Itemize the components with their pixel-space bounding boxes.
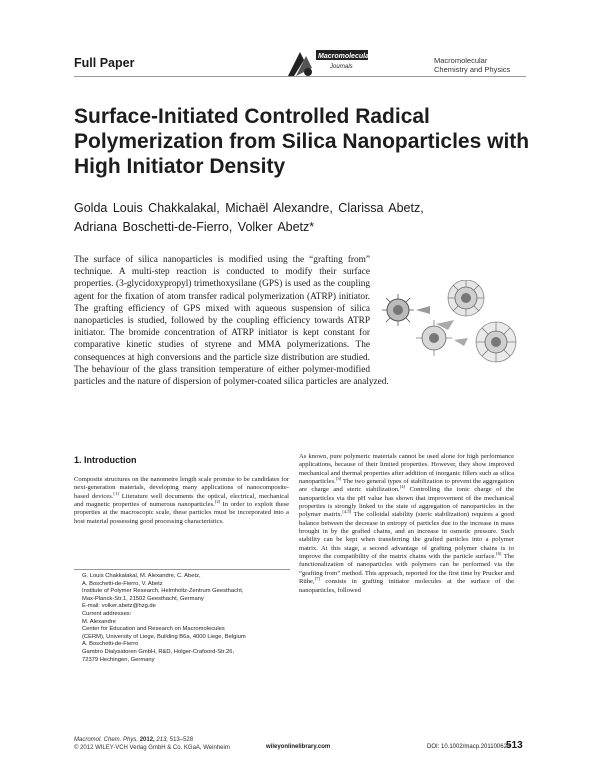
reference-4-5[interactable]: [4,5] <box>342 509 352 515</box>
footer-year: 2012, <box>139 737 155 743</box>
authors-line-1: Golda Louis Chakkalakal, Michaël Alexandre, Clarissa Abetz, <box>74 201 424 215</box>
affiliation-line: Institute of Polymer Research, Helmholtz-Zentrum Geesthacht, <box>82 588 244 595</box>
reference-6[interactable]: [6] <box>496 550 502 556</box>
title-line-3: High Initiator Density <box>74 155 286 178</box>
affiliation-email[interactable]: E-mail: volker.abetz@hzg.de <box>82 603 156 610</box>
footer-journal-abbrev: Macromol. Chem. Phys. <box>74 737 139 743</box>
abstract-graphic <box>376 280 526 366</box>
affiliation-line: Max-Planck-Str.1, 21502 Geesthacht, Germany <box>82 595 204 602</box>
title-line-2: Polymerization from Silica Nanoparticles with <box>74 130 530 153</box>
nanoparticle-illustration-top <box>448 280 484 316</box>
abstract-text: The surface of silica nanoparticles is modified using the “grafting from” technique. A multi-step reaction is conducted to modify their surface properties. (3-glycidoxypropyl) trimethoxysilane (GPS) is used as the coupling agent for the fixation of atom transfer radical polymerization (ATRP) initiator. The grafting efficiency of GPS mixed with aqueous suspension of silica nanoparticles is studied, followed by the coupling efficiency towards ATRP initiator. The bromide concentration of ATRP initiator is kept constant for comparative kinetic studies of styrene and MMA polymerizations. The consequences at high conversions and the particle size distribution are studied. The behaviour of the glass transition temperature of either polymer-modified particles and the nature of dispersion of polymer-coated silica particles are analyzed. <box>74 255 389 388</box>
affiliation-line: Center for Education and Research on Macromolecules <box>82 626 225 633</box>
journal-name-line-2: Chemistry and Physics <box>434 65 511 74</box>
affiliation-divider <box>74 569 290 570</box>
footer-citation <box>74 736 230 752</box>
nanoparticle-illustration-left <box>382 294 414 326</box>
affiliation-line: G. Louis Chakkalakal, M. Alexandre, C. Abetz, <box>82 573 201 579</box>
reference-7[interactable]: [7] <box>314 575 320 581</box>
authors-line-2: Adriana Boschetti-de-Fierro, Volker Abetz* <box>74 220 315 234</box>
affiliation-line: M. Alexandre <box>82 618 116 625</box>
section-heading-introduction: 1. Introduction <box>74 455 137 465</box>
paper-type-label: Full Paper <box>74 56 135 70</box>
affiliation-line: Gambro Dialysatoren GmbH, R&D, Holger-Crafoord-Str.26, <box>82 648 235 655</box>
title-line-1: Surface-Initiated Controlled Radical <box>74 105 430 128</box>
introduction-paragraph-1: Composite structures on the nanometre length scale promise to be candidates for next-generation materials, developing many applications of nanocomposite-based devices.[1] Literature well documents the optical, electrical, mechanical and magnetic properties of numerous nanoparticles.[2] In order to exploit these properties at the macroscopic scale, these particles must be incorporated into a host material possessing good processing characteristics. <box>74 476 290 525</box>
article-title <box>74 104 534 179</box>
affiliation-line: A. Boschetti-de-Fierro <box>82 641 139 648</box>
footer-copyright: © 2012 WILEY-VCH Verlag GmbH & Co. KGaA, Weinheim <box>74 745 230 751</box>
header-divider <box>74 76 526 77</box>
affiliation-line: A. Boschetti-de-Fierro, V. Abetz <box>82 580 163 587</box>
journal-name-line-1: Macromolecular <box>434 56 488 65</box>
footer-pages: 513–528 <box>169 737 194 743</box>
reference-2[interactable]: [2] <box>214 498 221 504</box>
abstract <box>74 254 526 388</box>
affiliation-line: (CERM), University of Liege, Building B6a, 4000 Liege, Belgium <box>82 633 246 640</box>
footer-volume: 213, <box>156 737 169 743</box>
author-list <box>74 199 454 237</box>
footer-website-link[interactable]: wileyonlinelibrary.com <box>266 744 331 750</box>
reference-4[interactable]: [4] <box>399 484 406 490</box>
affiliation-line: Current addresses: <box>82 610 132 617</box>
introduction-left-column <box>74 476 289 526</box>
author-affiliations <box>82 573 292 664</box>
nanoparticle-illustration-bottom <box>476 322 516 362</box>
reference-1[interactable]: [1] <box>113 490 119 496</box>
reference-3[interactable]: [3] <box>335 475 342 481</box>
introduction-right-column <box>299 453 514 595</box>
journal-logo-text-2: Journals <box>330 64 353 70</box>
introduction-paragraph-2: As known, pure polymeric materials cannot be used alone for high performance applications, because of their limited properties. However, they show improved mechanical and thermal properties after addition of inorganic fillers such as silica nanoparticles.[3] The two general types of stabilization to prevent the aggregation are charge and steric stabilization.[4] Controlling the ionic charge of the nanoparticles via the pH value has shown that improvement of the mechanical properties is strongly linked to the state of aggregation of nanoparticles in the polymer matrix.[4,5] The colloidal stability (steric stabilization) requires a good balance between the decrease in entropy of particles due to the increase in mass brought in by the grafted chains, and an increase in osmotic pressure. Such stability can be kept when transferring the grafted particles into a polymer matrix. At this stage, a second advantage of grafting polymer chains is to improve the compatibility of the matrix chains with the particle surface.[6] The functionalization of nanoparticles with polymers can be performed via the “grafting from” method. This approach, reported for the first time by Prucker and Rühe,[7] consists in grafting initiator molecules at the surface of the nanoparticles, followed <box>299 453 515 594</box>
journal-name <box>434 56 510 74</box>
footer-doi[interactable]: DOI: 10.1002/macp.201100625 <box>427 744 511 750</box>
affiliation-line: 72379 Hechingen, Germany <box>82 656 155 663</box>
journal-logo-text-1: Macromolecular <box>318 53 372 60</box>
page-number: 513 <box>506 740 523 751</box>
